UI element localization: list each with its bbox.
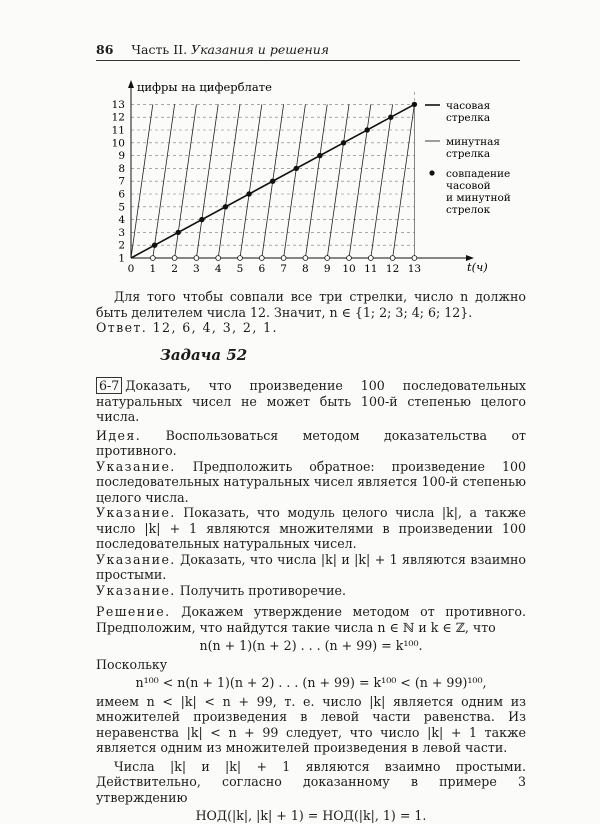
legend-point-label: совпадение часовой и минутной стрелок	[446, 168, 511, 216]
x-tick-label: 2	[171, 263, 178, 275]
y-axis-label: цифры на циферблате	[137, 80, 272, 94]
y-axis-arrow	[128, 80, 134, 88]
idea-text: Воспользоваться методом доказательства от противного.	[96, 427, 526, 458]
x-tick-label: 3	[193, 263, 200, 275]
coincidence-point	[412, 102, 417, 107]
formula-3: НОД(|k|, |k| + 1) = НОД(|k|, 1) = 1.	[195, 808, 427, 823]
x-axis-label: t(ч)	[467, 260, 488, 274]
hint-2: Указание. Показать, что модуль целого числа |k|, а также число |k| + 1 являются множителями в произведении 100 последовательных натуральных чисел.	[96, 505, 526, 551]
x-tick-mark	[172, 256, 177, 261]
coincidence-point	[364, 127, 369, 132]
clock-hands-chart	[0, 78, 600, 288]
x-tick-labels	[128, 256, 421, 275]
x-tick-mark	[412, 256, 417, 261]
task-block	[96, 378, 526, 824]
coincidence-point	[270, 179, 275, 184]
conclusion-paragraph	[96, 289, 526, 336]
x-tick-label: 7	[280, 263, 287, 275]
y-tick-label: 13	[111, 98, 125, 111]
idea-line	[96, 428, 526, 459]
x-tick-label: 11	[364, 263, 378, 275]
x-tick-mark	[281, 256, 286, 261]
hint-3: Указание. Доказать, что числа |k| и |k| + 1 являются взаимно простыми.	[96, 551, 526, 582]
legend-minute-label: минутная стрелка	[446, 136, 501, 160]
x-tick-mark	[238, 256, 243, 261]
answer-label: Ответ.	[96, 320, 148, 335]
x-tick-mark	[303, 256, 308, 261]
coincidence-point	[152, 243, 157, 248]
coincidence-point	[294, 166, 299, 171]
x-tick-mark	[259, 256, 264, 261]
inequality-paragraph: имеем n < |k| < n + 99, т. е. число |k| является одним из множителей произведения в левой части равенства. Из неравенства |k| < n + 99 следует, что число |k| + 1 также является одним из множителей произведения в левой части.	[96, 693, 526, 755]
y-tick-label: 11	[111, 124, 125, 137]
y-tick-label: 8	[118, 162, 125, 175]
task-text: Доказать, что произведение 100 последовательных натуральных чисел не может быть 100-й степенью целого числа.	[96, 378, 526, 424]
x-tick-label: 0	[127, 263, 135, 275]
x-tick-mark	[216, 256, 221, 261]
x-tick-label: 4	[214, 263, 222, 275]
y-tick-label: 2	[118, 239, 125, 252]
y-tick-label: 4	[118, 214, 125, 227]
legend-hour-label: часовая стрелка	[446, 100, 491, 124]
x-tick-label: 13	[407, 263, 422, 275]
coincidence-point	[388, 115, 393, 120]
idea-label: Идея.	[96, 427, 142, 443]
page-header	[96, 42, 520, 61]
y-tick-label: 12	[111, 111, 125, 124]
solution-label: Решение.	[96, 604, 171, 619]
solution-intro: Решение. Докажем утверждение методом от противного. Предположим, что найдутся такие числа n ∈ ℕ и k ∈ ℤ, что	[96, 604, 526, 635]
hint-label: Указание.	[96, 582, 176, 598]
hint-label: Указание.	[96, 505, 176, 520]
page-number: 86	[96, 42, 114, 57]
part-title: Указания и решения	[191, 42, 330, 57]
y-tick-label: 10	[111, 137, 125, 150]
formula-1: n(n + 1)(n + 2) . . . (n + 99) = k¹⁰⁰.	[199, 638, 423, 653]
hint-4: Указание. Получить противоречие.	[96, 582, 347, 598]
x-tick-label: 5	[236, 263, 244, 275]
x-tick-label: 6	[258, 263, 266, 275]
x-tick-mark	[390, 256, 395, 261]
since-line: Поскольку	[96, 656, 168, 672]
answer-line	[96, 320, 526, 336]
task-statement	[96, 378, 526, 425]
divisor-text: Для того чтобы совпали все три стрелки, число n должно быть делителем числа 12. Значит, n ∈ {1; 2; 3; 4; 6; 12}.	[96, 289, 526, 320]
task-heading: Задача 52	[160, 346, 248, 364]
formula-2: n¹⁰⁰ < n(n + 1)(n + 2) . . . (n + 99) = k¹⁰⁰ < (n + 99)¹⁰⁰,	[135, 675, 487, 690]
x-tick-mark	[194, 256, 199, 261]
y-tick-label: 7	[118, 175, 125, 188]
y-tick-label: 6	[118, 188, 125, 201]
x-tick-mark	[150, 256, 155, 261]
coincidence-point	[176, 230, 181, 235]
x-tick-label: 1	[149, 263, 157, 275]
hint-1: Указание. Предположить обратное: произведение 100 последовательных натуральных чисел является 100-й степенью целого числа.	[96, 458, 526, 505]
y-tick-label: 3	[118, 226, 125, 239]
minute-hand-line	[284, 104, 306, 258]
x-tick-mark	[347, 256, 352, 261]
hint-label: Указание.	[96, 551, 176, 567]
x-tick-label: 12	[385, 263, 400, 275]
y-tick-label: 1	[118, 252, 125, 265]
coincidence-point	[199, 217, 204, 222]
y-tick-label: 9	[118, 150, 125, 163]
part-label: Часть II.	[131, 42, 188, 57]
y-tick-labels	[112, 99, 126, 265]
x-tick-label: 9	[323, 263, 331, 275]
legend-point-swatch	[429, 170, 434, 175]
coincidence-point	[317, 153, 322, 158]
x-tick-label: 10	[342, 263, 356, 275]
y-tick-label: 5	[118, 201, 125, 214]
x-tick-label: 8	[302, 263, 309, 275]
coincidence-point	[223, 204, 228, 209]
coincidence-point	[246, 191, 251, 196]
x-tick-mark	[325, 256, 330, 261]
chart-grid	[131, 92, 414, 258]
coprime-paragraph: Числа |k| и |k| + 1 являются взаимно простыми. Действительно, согласно доказанному в примере 3 утверждению	[96, 758, 526, 805]
coincidence-point	[341, 140, 346, 145]
legend	[425, 100, 511, 216]
grade-box: 6-7	[96, 377, 122, 394]
x-tick-mark	[368, 256, 373, 261]
hint-label: Указание.	[96, 458, 176, 474]
answer-value: 12, 6, 4, 3, 2, 1.	[152, 320, 278, 335]
